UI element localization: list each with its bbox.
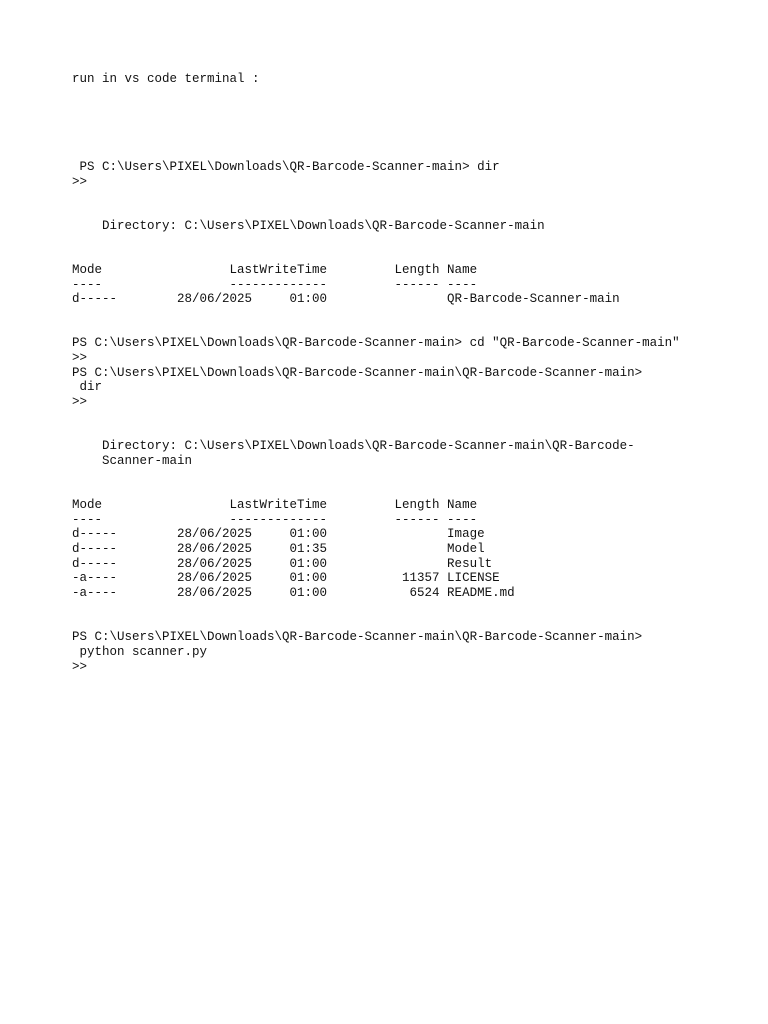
listing-row: d----- 28/06/2025 01:00 QR-Barcode-Scanner-main <box>72 292 620 307</box>
blank-line <box>72 116 752 131</box>
blank-line <box>72 425 752 440</box>
blank-line <box>72 615 752 630</box>
directory-header: Directory: C:\Users\PIXEL\Downloads\QR-Barcode-Scanner-main <box>72 218 545 233</box>
command-line: dir <box>72 380 103 395</box>
listing-column-underline: ---- ------------- ------ ---- <box>72 277 478 292</box>
listing-row: -a---- 28/06/2025 01:00 11357 LICENSE <box>72 571 500 586</box>
blank-line <box>72 307 752 322</box>
listing-column-underline: ---- ------------- ------ ---- <box>72 512 478 527</box>
blank-line <box>72 87 752 102</box>
blank-line <box>72 410 752 425</box>
listing-row: d----- 28/06/2025 01:00 Result <box>72 556 493 571</box>
blank-line <box>72 469 752 484</box>
blank-line <box>72 101 752 116</box>
listing-row: d----- 28/06/2025 01:00 Image <box>72 527 485 542</box>
listing-row: d----- 28/06/2025 01:35 Model <box>72 542 485 556</box>
directory-header: Directory: C:\Users\PIXEL\Downloads\QR-Barcode-Scanner-main\QR-Barcode- <box>72 439 635 454</box>
blank-line <box>72 145 752 160</box>
continuation-prompt: >> <box>72 659 88 674</box>
listing-column-headers: Mode LastWriteTime Length Name <box>72 497 478 512</box>
continuation-prompt: >> <box>72 174 88 189</box>
intro-text: run in vs code terminal : <box>72 72 260 86</box>
blank-line <box>72 234 752 249</box>
command-line: python scanner.py <box>72 644 208 659</box>
blank-line <box>72 131 752 146</box>
listing-column-headers: Mode LastWriteTime Length Name <box>72 262 478 277</box>
command-line: PS C:\Users\PIXEL\Downloads\QR-Barcode-Scanner-main\QR-Barcode-Scanner-main> <box>72 365 643 380</box>
blank-line <box>72 190 752 205</box>
directory-header: Scanner-main <box>72 453 193 468</box>
command-line: PS C:\Users\PIXEL\Downloads\QR-Barcode-Scanner-main> dir <box>72 160 500 175</box>
continuation-prompt: >> <box>72 351 88 366</box>
blank-line <box>72 322 752 337</box>
document-page <box>72 72 752 674</box>
command-line: PS C:\Users\PIXEL\Downloads\QR-Barcode-Scanner-main\QR-Barcode-Scanner-main> <box>72 630 643 645</box>
continuation-prompt: >> <box>72 395 88 410</box>
blank-line <box>72 601 752 616</box>
command-line: PS C:\Users\PIXEL\Downloads\QR-Barcode-Scanner-main> cd "QR-Barcode-Scanner-main" <box>72 336 680 351</box>
listing-row: -a---- 28/06/2025 01:00 6524 README.md <box>72 586 515 601</box>
blank-line <box>72 483 752 498</box>
blank-line <box>72 204 752 219</box>
blank-line <box>72 248 752 263</box>
